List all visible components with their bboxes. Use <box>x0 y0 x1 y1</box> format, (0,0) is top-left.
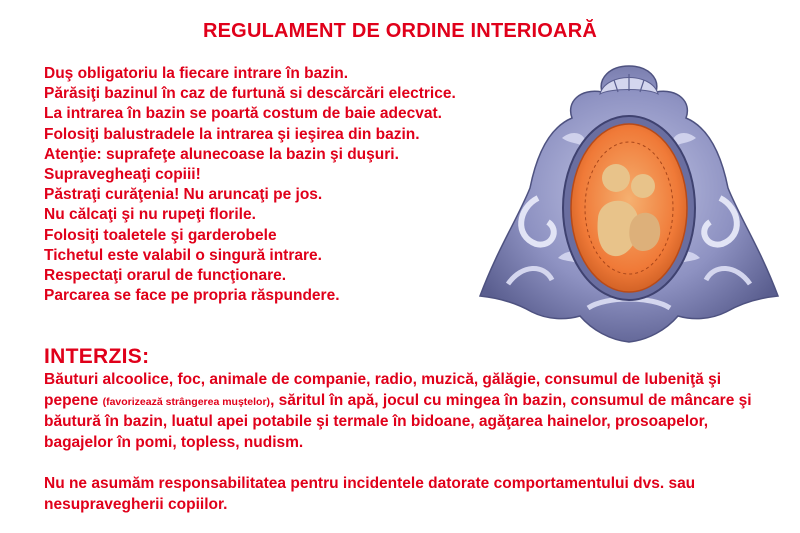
rule-item: Folosiţi balustradele la intrarea şi ieşirea din bazin. <box>44 125 420 143</box>
forbidden-small-note: (favorizează strângerea muştelor) <box>102 395 271 408</box>
forbidden-heading: INTERZIS: <box>44 345 150 368</box>
forbidden-list-text <box>44 370 756 453</box>
rules-list <box>44 64 456 306</box>
rule-item: Duş obligatoriu la fiecare intrare în bazin. <box>44 65 349 82</box>
rule-item: Părăsiţi bazinul în caz de furtună si descărcări electrice. <box>44 85 456 103</box>
rule-item: Tichetul este valabil o singură intrare. <box>44 246 322 264</box>
rule-item: Respectaţi orarul de funcţionare. <box>44 267 287 285</box>
page-title: REGULAMENT DE ORDINE INTERIOARĂ <box>203 20 597 42</box>
baroque-cartouche-crest-icon <box>478 58 780 348</box>
rule-item: Supravegheaţi copiii! <box>44 166 201 184</box>
rule-item: La intrarea în bazin se poartă costum de baie adecvat. <box>44 105 442 123</box>
rule-item: Păstraţi curăţenia! Nu aruncaţi pe jos. <box>44 186 323 204</box>
rule-item: Nu călcaţi şi nu rupeţi florile. <box>44 206 256 224</box>
rule-item: Parcarea se face pe propria răspundere. <box>44 287 340 305</box>
forbidden-text-part: , săritul în apă, jocul cu mingea în bazin, consumul de mâncare şi băutură în bazin, luatul apei potabile şi termale în bidoane, agăţarea hainelor, prosoapelor, bagajelor în pomi, topless, nudism. <box>44 391 752 451</box>
disclaimer-text: Nu ne asumăm responsabilitatea pentru incidentele datorate comportamentului dvs. sau nesupravegherii copiilor. <box>44 475 696 513</box>
forbidden-text-part: Băuturi alcoolice, foc, animale de companie, radio, muzică, gălăgie, consumul de lubeniţă şi pepene <box>44 371 722 409</box>
rule-item: Atenţie: suprafeţe alunecoase la bazin şi duşuri. <box>44 145 399 163</box>
rule-item: Folosiţi toaletele şi garderobele <box>44 226 277 244</box>
